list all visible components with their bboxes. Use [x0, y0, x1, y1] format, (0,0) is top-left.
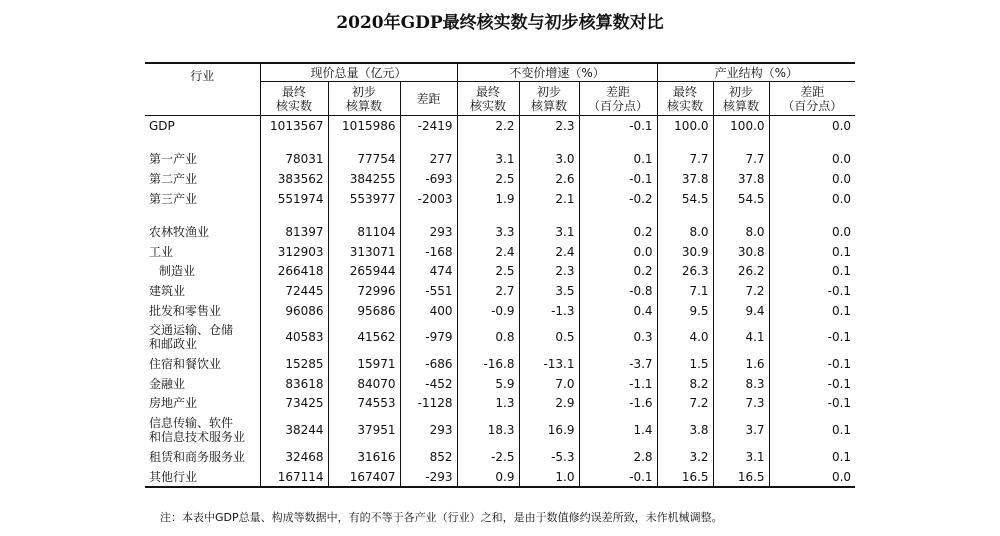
cell-t-diff: -1128: [400, 394, 457, 414]
cell-t-diff: 293: [400, 413, 457, 447]
cell-t-final: 167114: [260, 467, 328, 488]
spacer-cell: [519, 208, 579, 222]
table-row: [145, 394, 855, 414]
cell-g-prelim: 2.1: [519, 189, 579, 209]
cell-g-final: -0.9: [457, 301, 519, 321]
cell-g-prelim: 2.4: [519, 242, 579, 262]
cell-g-final: 5.9: [457, 374, 519, 394]
cell-g-diff: 2.8: [579, 447, 657, 467]
row-industry-name: 批发和零售业: [149, 303, 222, 318]
cell-g-final: 3.1: [457, 150, 519, 170]
cell-g-diff: -0.2: [579, 189, 657, 209]
cell-s-diff: -0.1: [769, 394, 855, 414]
cell-s-final: 4.0: [657, 320, 713, 354]
table-row: [145, 169, 855, 189]
cell-g-final: 1.3: [457, 394, 519, 414]
cell-s-diff: 0.0: [769, 189, 855, 209]
cell-s-prelim: 7.7: [713, 150, 769, 170]
cell-s-final: 7.1: [657, 281, 713, 301]
table-row: [145, 116, 855, 136]
cell-s-final: 26.3: [657, 262, 713, 282]
cell-t-final: 551974: [260, 189, 328, 209]
cell-s-prelim: 1.6: [713, 354, 769, 374]
spacer-cell: [713, 136, 769, 150]
cell-g-final: 0.9: [457, 467, 519, 488]
cell-s-diff: -0.1: [769, 281, 855, 301]
cell-t-final: 1013567: [260, 116, 328, 136]
cell-s-final: 54.5: [657, 189, 713, 209]
row-industry-name: 交通运输、仓储 和邮政业: [149, 323, 234, 352]
total-diff-header: 差距: [400, 82, 457, 116]
spacer-cell: [769, 208, 855, 222]
cell-t-prelim: 95686: [328, 301, 400, 321]
cell-g-final: 2.5: [457, 262, 519, 282]
cell-s-diff: -0.1: [769, 374, 855, 394]
footnote: 注：本表中GDP总量、构成等数据中，有的不等于各产业（行业）之和，是由于数值修约误差所致，未作机械调整。: [160, 511, 723, 524]
spacer-cell: [579, 136, 657, 150]
cell-t-diff: -686: [400, 354, 457, 374]
spacer-row: [145, 208, 855, 222]
cell-g-diff: -1.1: [579, 374, 657, 394]
row-industry-name: 房地产业: [149, 396, 198, 411]
cell-s-diff: -0.1: [769, 354, 855, 374]
row-industry-name: 金融业: [149, 376, 186, 391]
cell-g-diff: 0.2: [579, 222, 657, 242]
cell-g-prelim: 2.3: [519, 262, 579, 282]
cell-t-diff: -551: [400, 281, 457, 301]
cell-g-prelim: 2.6: [519, 169, 579, 189]
spacer-row: [145, 136, 855, 150]
spacer-cell: [769, 136, 855, 150]
row-industry-name: 其他行业: [145, 467, 260, 488]
gdp-comparison-table: [145, 62, 855, 488]
total-final-header: 最终 核实数: [260, 82, 328, 116]
structure-final-header: 最终 核实数: [657, 82, 713, 116]
cell-t-diff: 293: [400, 222, 457, 242]
cell-g-prelim: 3.5: [519, 281, 579, 301]
cell-s-prelim: 3.7: [713, 413, 769, 447]
row-industry-name: 信息传输、软件 和信息技术服务业: [149, 416, 246, 445]
industry-header: 行业: [145, 63, 260, 116]
cell-t-final: 383562: [260, 169, 328, 189]
cell-s-prelim: 30.8: [713, 242, 769, 262]
cell-s-prelim: 3.1: [713, 447, 769, 467]
cell-t-diff: 852: [400, 447, 457, 467]
cell-g-prelim: 7.0: [519, 374, 579, 394]
cell-s-final: 1.5: [657, 354, 713, 374]
table-row: [145, 281, 855, 301]
cell-s-diff: 0.0: [769, 222, 855, 242]
cell-s-final: 8.2: [657, 374, 713, 394]
cell-t-prelim: 31616: [328, 447, 400, 467]
cell-t-diff: -2003: [400, 189, 457, 209]
cell-s-prelim: 100.0: [713, 116, 769, 136]
cell-s-final: 3.8: [657, 413, 713, 447]
cell-s-diff: 0.0: [769, 116, 855, 136]
cell-t-final: 38244: [260, 413, 328, 447]
cell-g-final: 18.3: [457, 413, 519, 447]
cell-s-diff: 0.0: [769, 150, 855, 170]
row-industry-name: 第二产业: [149, 171, 198, 186]
cell-g-final: 2.2: [457, 116, 519, 136]
row-industry-name: GDP: [149, 118, 175, 133]
cell-t-final: 78031: [260, 150, 328, 170]
cell-t-diff: -452: [400, 374, 457, 394]
total-group-header: 现价总量（亿元）: [260, 63, 457, 82]
cell-g-prelim: 1.0: [519, 467, 579, 488]
cell-g-diff: 0.0: [579, 242, 657, 262]
cell-g-diff: 1.4: [579, 413, 657, 447]
cell-t-final: 81397: [260, 222, 328, 242]
cell-t-diff: 277: [400, 150, 457, 170]
cell-s-final: 3.2: [657, 447, 713, 467]
row-industry-name: 第三产业: [149, 191, 198, 206]
spacer-cell: [457, 208, 519, 222]
cell-t-prelim: 313071: [328, 242, 400, 262]
cell-s-diff: -0.1: [769, 320, 855, 354]
table-row: [145, 150, 855, 170]
cell-t-prelim: 265944: [328, 262, 400, 282]
cell-g-prelim: -13.1: [519, 354, 579, 374]
cell-g-diff: -3.7: [579, 354, 657, 374]
growth-group-header: 不变价增速（%）: [457, 63, 657, 82]
cell-g-prelim: 2.9: [519, 394, 579, 414]
cell-t-final: 72445: [260, 281, 328, 301]
cell-t-diff: -293: [400, 467, 457, 488]
cell-s-final: 7.7: [657, 150, 713, 170]
cell-s-prelim: 26.2: [713, 262, 769, 282]
cell-t-prelim: 15971: [328, 354, 400, 374]
cell-g-final: -16.8: [457, 354, 519, 374]
cell-g-final: 2.4: [457, 242, 519, 262]
spacer-cell: [328, 136, 400, 150]
cell-g-final: 2.7: [457, 281, 519, 301]
row-industry-name: 住宿和餐饮业: [149, 357, 222, 372]
spacer-cell: [519, 136, 579, 150]
row-industry-name: 工业: [149, 244, 174, 259]
cell-s-prelim: 7.2: [713, 281, 769, 301]
cell-g-prelim: 2.3: [519, 116, 579, 136]
cell-t-diff: 400: [400, 301, 457, 321]
cell-g-prelim: 3.0: [519, 150, 579, 170]
cell-g-final: 1.9: [457, 189, 519, 209]
cell-t-diff: -693: [400, 169, 457, 189]
cell-s-diff: 0.1: [769, 447, 855, 467]
cell-g-diff: -0.1: [579, 116, 657, 136]
table-row: [145, 374, 855, 394]
cell-s-diff: 0.1: [769, 301, 855, 321]
structure-diff-header: 差距 （百分点）: [769, 82, 855, 116]
cell-t-final: 83618: [260, 374, 328, 394]
cell-s-prelim: 54.5: [713, 189, 769, 209]
spacer-cell: [145, 208, 260, 222]
cell-g-final: 3.3: [457, 222, 519, 242]
table-row: [145, 413, 855, 447]
cell-g-prelim: -5.3: [519, 447, 579, 467]
table-row: [145, 301, 855, 321]
growth-diff-header: 差距 （百分点）: [579, 82, 657, 116]
cell-t-prelim: 81104: [328, 222, 400, 242]
cell-s-prelim: 8.3: [713, 374, 769, 394]
spacer-cell: [400, 136, 457, 150]
cell-t-diff: -168: [400, 242, 457, 262]
cell-t-final: 266418: [260, 262, 328, 282]
cell-s-diff: 0.1: [769, 242, 855, 262]
cell-t-prelim: 553977: [328, 189, 400, 209]
cell-s-diff: 0.0: [769, 467, 855, 488]
cell-t-final: 312903: [260, 242, 328, 262]
row-industry-name: 农林牧渔业: [149, 225, 210, 240]
cell-g-diff: 0.1: [579, 150, 657, 170]
cell-g-diff: -0.1: [579, 467, 657, 488]
spacer-cell: [657, 136, 713, 150]
cell-s-prelim: 4.1: [713, 320, 769, 354]
cell-t-final: 15285: [260, 354, 328, 374]
cell-t-prelim: 1015986: [328, 116, 400, 136]
cell-g-diff: 0.4: [579, 301, 657, 321]
cell-g-prelim: 0.5: [519, 320, 579, 354]
cell-s-final: 8.0: [657, 222, 713, 242]
spacer-cell: [457, 136, 519, 150]
spacer-cell: [713, 208, 769, 222]
cell-s-diff: 0.1: [769, 413, 855, 447]
cell-s-prelim: 8.0: [713, 222, 769, 242]
cell-g-diff: -1.6: [579, 394, 657, 414]
cell-s-final: 16.5: [657, 467, 713, 488]
cell-g-diff: 0.2: [579, 262, 657, 282]
cell-g-diff: 0.3: [579, 320, 657, 354]
spacer-cell: [400, 208, 457, 222]
table-title: 2020年GDP最终核实数与初步核算数对比: [336, 13, 664, 33]
cell-g-prelim: -1.3: [519, 301, 579, 321]
cell-t-prelim: 84070: [328, 374, 400, 394]
cell-s-prelim: 9.4: [713, 301, 769, 321]
spacer-cell: [145, 136, 260, 150]
structure-group-header: 产业结构（%）: [657, 63, 855, 82]
table-row: [145, 262, 855, 282]
cell-g-prelim: 16.9: [519, 413, 579, 447]
row-industry-name: 第一产业: [149, 152, 198, 167]
row-industry-name: 制造业: [159, 264, 196, 279]
total-prelim-header: 初步 核算数: [328, 82, 400, 116]
growth-prelim-header: 初步 核算数: [519, 82, 579, 116]
cell-g-prelim: 3.1: [519, 222, 579, 242]
cell-t-prelim: 37951: [328, 413, 400, 447]
spacer-cell: [260, 136, 328, 150]
cell-g-final: -2.5: [457, 447, 519, 467]
cell-g-diff: -0.8: [579, 281, 657, 301]
table-row: [145, 354, 855, 374]
table-row: [145, 447, 855, 467]
cell-t-final: 32468: [260, 447, 328, 467]
cell-t-prelim: 384255: [328, 169, 400, 189]
cell-s-prelim: 7.3: [713, 394, 769, 414]
cell-t-final: 40583: [260, 320, 328, 354]
cell-s-final: 37.8: [657, 169, 713, 189]
spacer-cell: [657, 208, 713, 222]
table-row: [145, 189, 855, 209]
table-row: [145, 320, 855, 354]
cell-s-prelim: 16.5: [713, 467, 769, 488]
row-industry-name: 建筑业: [149, 283, 186, 298]
cell-t-prelim: 74553: [328, 394, 400, 414]
table-row: [145, 467, 855, 488]
cell-t-prelim: 167407: [328, 467, 400, 488]
cell-s-final: 30.9: [657, 242, 713, 262]
table-row: [145, 242, 855, 262]
cell-t-diff: -2419: [400, 116, 457, 136]
cell-g-final: 2.5: [457, 169, 519, 189]
row-industry-name: 租赁和商务服务业: [149, 449, 246, 464]
cell-s-final: 7.2: [657, 394, 713, 414]
spacer-cell: [328, 208, 400, 222]
cell-t-diff: 474: [400, 262, 457, 282]
cell-s-diff: 0.0: [769, 169, 855, 189]
spacer-cell: [579, 208, 657, 222]
spacer-cell: [260, 208, 328, 222]
cell-s-final: 9.5: [657, 301, 713, 321]
cell-t-final: 73425: [260, 394, 328, 414]
cell-s-prelim: 37.8: [713, 169, 769, 189]
cell-t-prelim: 72996: [328, 281, 400, 301]
growth-final-header: 最终 核实数: [457, 82, 519, 116]
cell-s-final: 100.0: [657, 116, 713, 136]
cell-t-final: 96086: [260, 301, 328, 321]
cell-t-prelim: 41562: [328, 320, 400, 354]
cell-g-diff: -0.1: [579, 169, 657, 189]
cell-t-diff: -979: [400, 320, 457, 354]
cell-t-prelim: 77754: [328, 150, 400, 170]
structure-prelim-header: 初步 核算数: [713, 82, 769, 116]
cell-s-diff: 0.1: [769, 262, 855, 282]
cell-g-final: 0.8: [457, 320, 519, 354]
table-row: [145, 222, 855, 242]
